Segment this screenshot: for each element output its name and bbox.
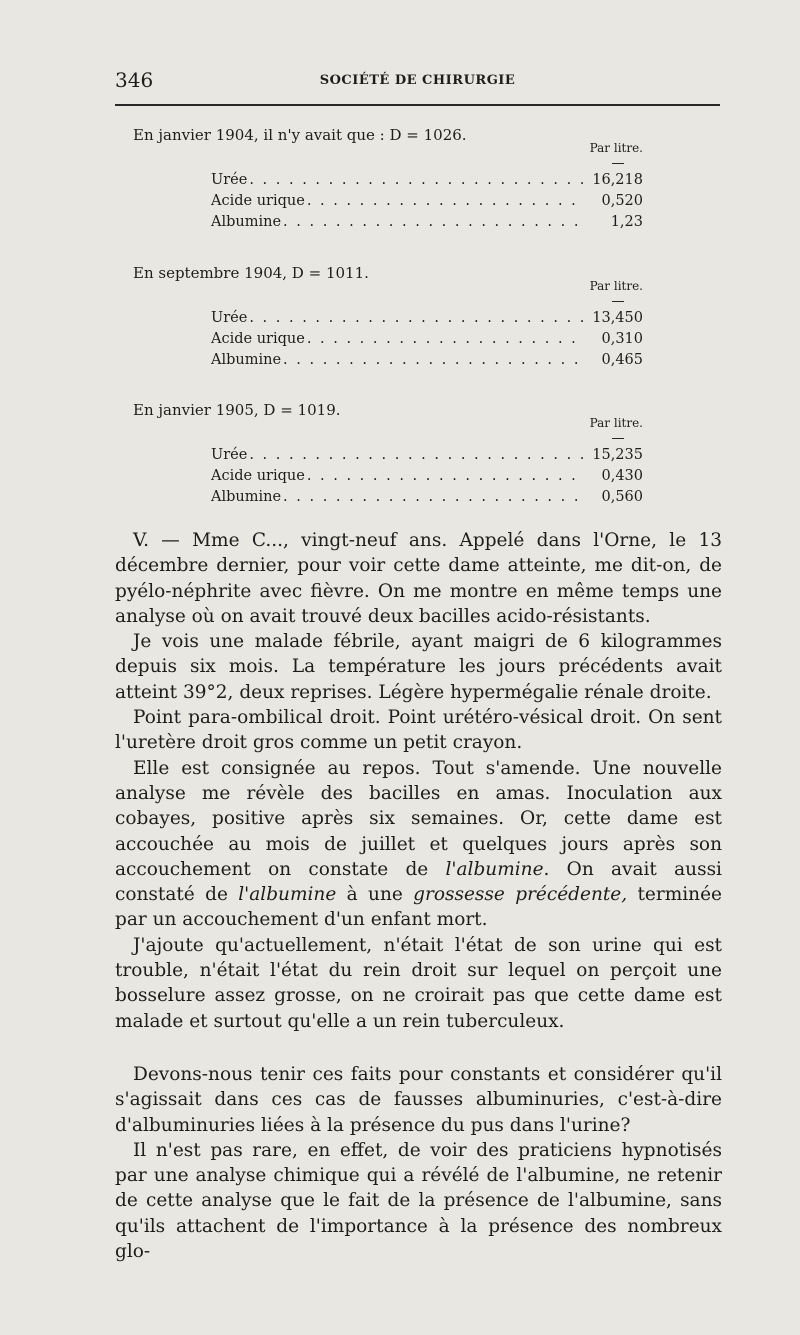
unit-label: Par litre. [589,279,643,293]
unit-dash [612,163,624,164]
header-rule [115,104,720,106]
paragraph: Devons-nous tenir ces faits pour constants et considérer qu'il s'agissait dans ces cas de fausses albuminuries, c'est-à-dire d'albuminuries liées à la présence du pus dans l'urine? [115,1064,722,1136]
analysis-row [211,466,643,487]
analysis-row [211,445,643,466]
discussion [115,1062,722,1264]
dot-leader [247,445,583,466]
analysis-heading: En septembre 1904, D = 1011. [133,264,369,282]
unit-dash [612,438,624,439]
analysis-heading: En janvier 1904, il n'y avait que : D = 1026. [133,126,467,144]
unit-label: Par litre. [589,416,643,430]
analysis-row [211,329,643,350]
analysis-rows [211,445,643,508]
row-value: 0,560 [601,489,643,505]
analysis-row [211,191,643,212]
text-run: . On avait aussi constaté de [115,858,722,906]
analysis-rows [211,308,643,371]
analysis-heading: En janvier 1905, D = 1019. [133,401,341,419]
row-value: 0,520 [601,193,643,209]
row-label: Acide urique [211,468,305,484]
analysis-rows [211,170,643,233]
row-value: 16,218 [592,172,643,188]
italic-term: l'albumine [445,858,544,880]
running-title: SOCIÉTÉ DE CHIRURGIE [319,73,516,88]
analysis-block [133,401,643,511]
row-label: Urée [211,310,248,326]
dot-leader [281,487,583,508]
analysis-row [211,350,643,371]
page-header [115,68,720,96]
analysis-row [211,170,643,191]
dot-leader [305,466,583,487]
row-value: 0,465 [601,352,643,368]
dot-leader [281,350,583,371]
analysis-block [133,126,643,236]
case-report [115,528,722,1034]
paragraph: Point para-ombilical droit. Point urétéro-vésical droit. On sent l'uretère droit gros comme un petit crayon. [115,707,722,754]
paragraph: V. — Mme C..., vingt-neuf ans. Appelé dans l'Orne, le 13 décembre dernier, pour voir cette dame atteinte, me dit-on, de pyélo-néphrite avec fièvre. On me montre en même temps une analyse où on avait trouvé deux bacilles acido-résistants. [115,530,722,627]
text-run: terminée par un accouchement d'un enfant mort. [115,884,722,931]
analysis-row [211,308,643,329]
paragraph: Il n'est pas rare, en effet, de voir des praticiens hypnotisés par une analyse chimique qui a révélé de l'albumine, ne retenir de cette analyse que le fait de la présence de l'albumine, sans qu'ils attachent de l'importance à la présence des nombreux glo- [115,1139,722,1263]
row-value: 13,450 [592,310,643,326]
dot-leader [247,308,583,329]
row-value: 15,235 [592,447,643,463]
dot-leader [305,191,583,212]
row-label: Albumine [211,489,282,505]
unit-dash [612,301,624,302]
text-run: Elle est consignée au repos. Tout s'amende. Une nouvelle analyse me révèle des bacilles en amas. Inoculation aux cobayes, positive après six semaines. Or, cette dame est accouchée au mois de juillet et quelques jours après son accouchement on constate de [115,757,722,880]
italic-term: grossesse précédente, [413,884,628,906]
text-run: à une [336,884,414,906]
paragraph: J'ajoute qu'actuellement, n'était l'état de son urine qui est trouble, n'était l'état du rein droit sur lequel on perçoit une bosselure assez grosse, on ne croirait pas que cette dame est malade et surtout qu'elle a un rein tuberculeux. [115,934,722,1032]
analysis-row [211,487,643,508]
row-value: 1,23 [610,214,643,230]
row-label: Urée [211,172,248,188]
paragraph: Je vois une malade fébrile, ayant maigri de 6 kilogrammes depuis six mois. La température les jours précédents avait atteint 39°2, deux reprises. Légère hypermégalie rénale droite. [115,631,722,703]
dot-leader [281,212,583,233]
paragraph [115,756,722,933]
dot-leader [305,329,583,350]
italic-term: l'albumine [238,884,337,906]
analysis-block [133,264,643,374]
row-label: Acide urique [211,331,305,347]
analysis-row [211,212,643,233]
row-label: Urée [211,447,248,463]
row-label: Albumine [211,352,282,368]
dot-leader [247,170,583,191]
row-value: 0,430 [601,468,643,484]
row-label: Albumine [211,214,282,230]
unit-label: Par litre. [589,141,643,155]
row-label: Acide urique [211,193,305,209]
row-value: 0,310 [601,331,643,347]
page-number: 346 [115,68,154,92]
